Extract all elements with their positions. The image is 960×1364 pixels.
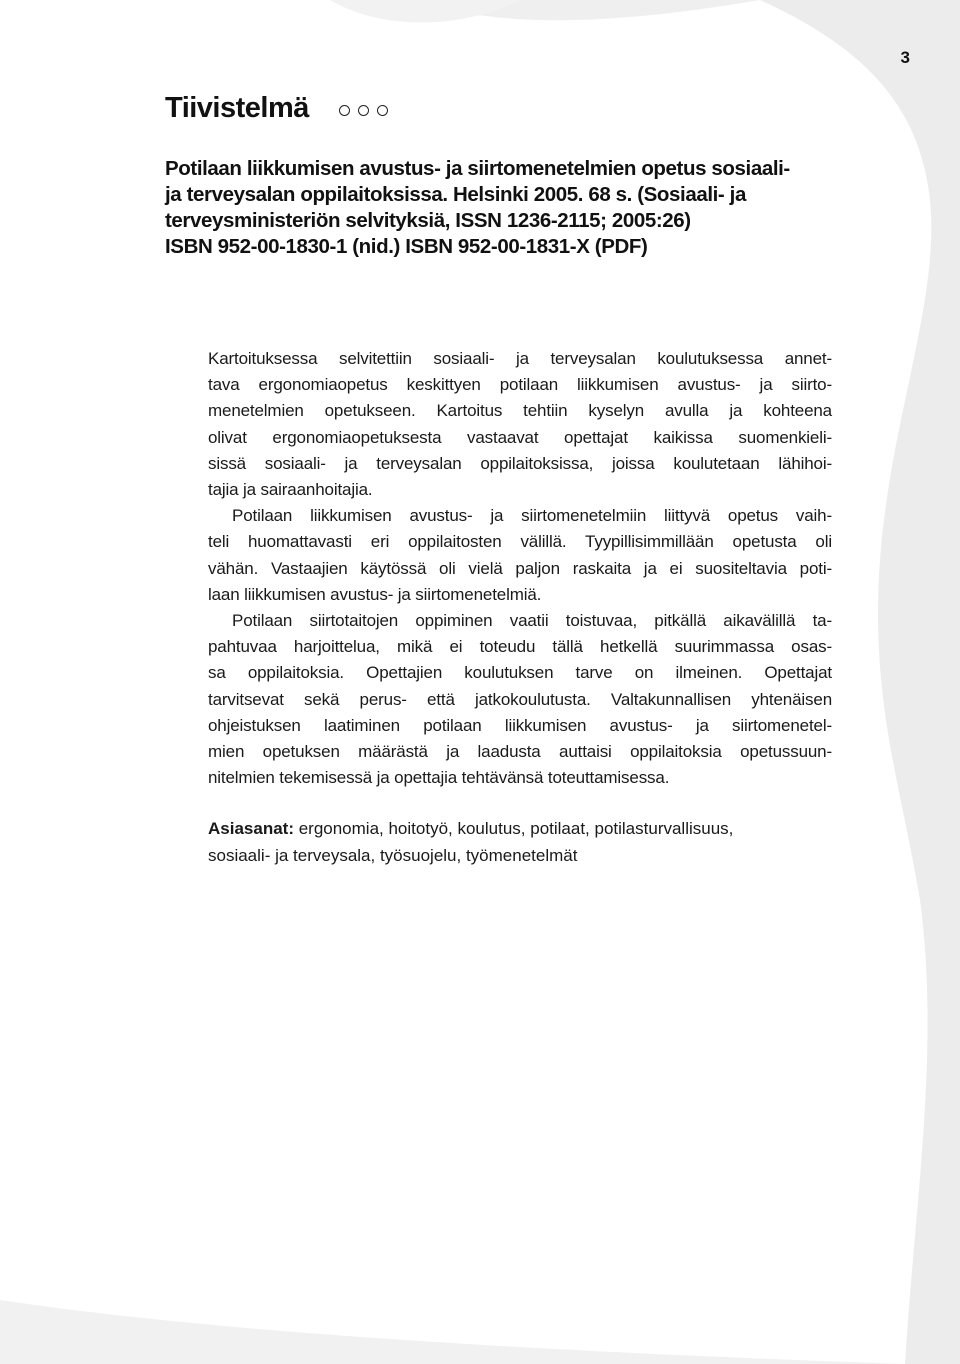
abstract-line: laan liikkumisen avustus- ja siirtomenetelmiä. — [208, 584, 542, 604]
abstract-line: nitelmien tekemisessä ja opettajia tehtävänsä toteuttamisessa. — [208, 768, 670, 788]
keywords-label: Asiasanat: — [208, 819, 294, 838]
abstract-line: Potilaan siirtotaitojen oppiminen vaatii toistuvaa, pitkällä aikavälillä ta- — [232, 611, 832, 631]
page-title: Tiivistelmä — [165, 92, 309, 124]
citation-line: Potilaan liikkumisen avustus- ja siirtomenetelmien opetus sosiaali- — [165, 157, 790, 180]
abstract-line: menetelmien opetukseen. Kartoitus tehtiin kyselyn avulla ja kohteena — [208, 401, 832, 421]
citation-line: ISBN 952-00-1830-1 (nid.) ISBN 952-00-1831-X (PDF) — [165, 235, 648, 258]
abstract-line: Potilaan liikkumisen avustus- ja siirtomenetelmiin liittyvä opetus vaih- — [232, 506, 832, 526]
keywords-section — [208, 815, 838, 869]
abstract-line: vähän. Vastaajien käytössä oli vielä paljon raskaita ja ei suositeltavia poti- — [208, 558, 832, 578]
abstract-line: olivat ergonomiaopetuksesta vastaavat opettajat kaikissa suomenkieli- — [208, 427, 832, 447]
circle-icon — [339, 105, 350, 116]
keywords-line — [208, 815, 838, 842]
abstract-line: sa oppilaitoksia. Opettajien koulutuksen tarve on ilmeinen. Opettajat — [208, 663, 832, 683]
abstract-line: tarvitsevat sekä perus- että jatkokoulutusta. Valtakunnallisen yhtenäisen — [208, 689, 832, 709]
abstract-line: tajia ja sairaanhoitajia. — [208, 480, 373, 500]
abstract-line: Kartoituksessa selvitettiin sosiaali- ja terveysalan koulutuksessa annet- — [208, 349, 832, 368]
citation-line: ja terveysalan oppilaitoksissa. Helsinki 2005. 68 s. (Sosiaali- ja — [165, 183, 746, 206]
circle-icon — [377, 105, 388, 116]
abstract-line: pahtuvaa harjoittelua, mikä ei toteudu tällä hetkellä suurimmassa osas- — [208, 637, 832, 657]
circle-icon — [358, 105, 369, 116]
keywords-values: ergonomia, hoitotyö, koulutus, potilaat, potilasturvallisuus, — [293, 819, 734, 838]
abstract-line: teli huomattavasti eri oppilaitosten välillä. Tyypillisimmillään opetusta oli — [208, 532, 832, 552]
bibliographic-citation — [165, 156, 825, 260]
citation-line: terveysministeriön selvityksiä, ISSN 1236-2115; 2005:26) — [165, 209, 691, 232]
abstract-body — [208, 346, 832, 791]
keywords-line: sosiaali- ja terveysala, työsuojelu, työmenetelmät — [208, 846, 578, 865]
decorative-circles — [339, 105, 388, 116]
abstract-line: mien opetuksen määrästä ja laadusta auttaisi oppilaitoksia opetussuun- — [208, 742, 832, 762]
abstract-line: tava ergonomiaopetus keskittyen potilaan liikkumisen avustus- ja siirto- — [208, 375, 832, 395]
abstract-line: sissä sosiaali- ja terveysalan oppilaitoksissa, joissa koulutetaan lähihoi- — [208, 453, 832, 473]
page-number: 3 — [900, 48, 910, 67]
heading-row — [165, 92, 388, 125]
abstract-line: ohjeistuksen laatiminen potilaan liikkumisen avustus- ja siirtomenetel- — [208, 715, 832, 735]
